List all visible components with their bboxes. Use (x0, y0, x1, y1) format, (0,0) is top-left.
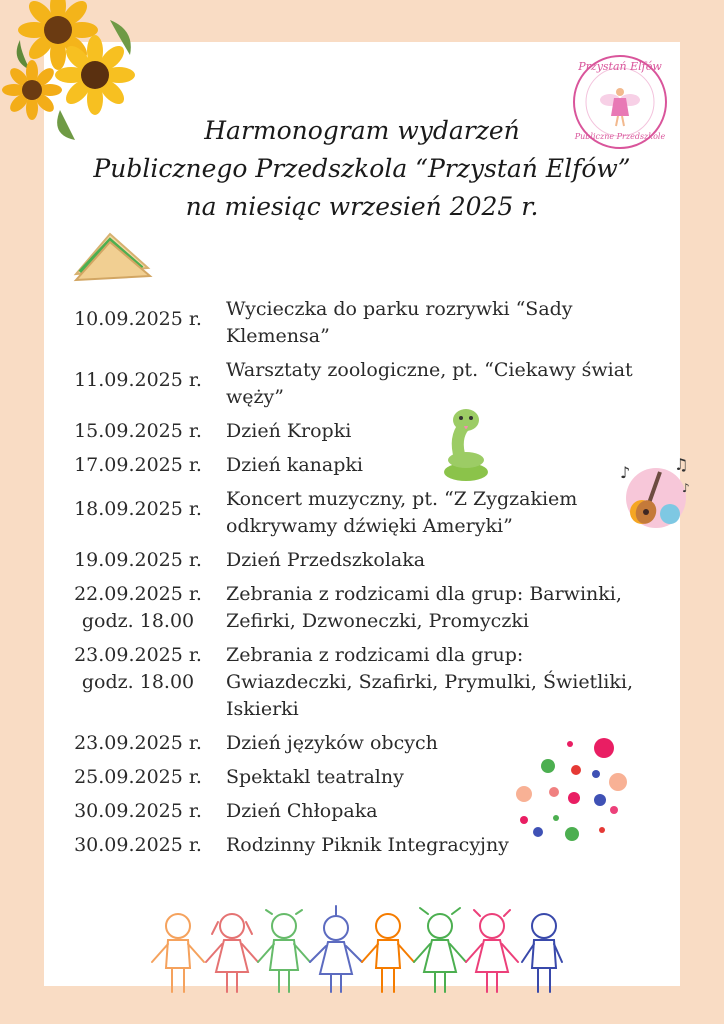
event-row (62, 832, 652, 859)
event-time-text: godz. 18.00 (81, 610, 195, 632)
event-row (62, 418, 652, 445)
event-row (62, 547, 652, 574)
event-row (62, 764, 652, 791)
event-description: Dzień Przedszkolaka (226, 549, 426, 571)
children-holding-hands-icon (150, 904, 580, 1000)
event-date (62, 581, 214, 635)
sandwich-icon (70, 228, 154, 288)
event-time-text: godz. 18.00 (81, 671, 195, 693)
logo-subtitle: Publiczne Przedszkole (574, 132, 666, 141)
event-date-text: 30.09.2025 r. (74, 834, 202, 856)
event-date (62, 418, 214, 445)
event-date (62, 798, 214, 825)
page-title (44, 112, 680, 226)
event-date-text: 18.09.2025 r. (74, 498, 202, 520)
event-description: Dzień kanapki (226, 454, 363, 476)
title-line-1: Harmonogram wydarzeń (204, 116, 520, 145)
logo-name: Przystań Elfów (578, 60, 662, 73)
event-description: Wycieczka do parku rozrywki “Sady Klemensa” (226, 298, 573, 347)
event-date-text: 22.09.2025 r. (74, 583, 202, 605)
event-row (62, 357, 652, 411)
svg-text:♪: ♪ (682, 481, 690, 495)
event-description: Warsztaty zoologiczne, pt. “Ciekawy świat węży” (226, 359, 633, 408)
event-date-text: 25.09.2025 r. (74, 766, 202, 788)
event-date (62, 832, 214, 859)
title-line-2: Publicznego Przedszkola “Przystań Elfów” (93, 154, 631, 183)
event-date (62, 296, 214, 350)
event-date-text: 17.09.2025 r. (74, 454, 202, 476)
svg-text:♫: ♫ (674, 455, 689, 474)
event-date (62, 642, 214, 723)
event-description: Dzień języków obcych (226, 732, 438, 754)
event-date-text: 15.09.2025 r. (74, 420, 202, 442)
event-row (62, 296, 652, 350)
event-date (62, 452, 214, 479)
event-date (62, 764, 214, 791)
event-date-text: 19.09.2025 r. (74, 549, 202, 571)
event-row (62, 798, 652, 825)
event-date-text: 30.09.2025 r. (74, 800, 202, 822)
event-description: Zebrania z rodzicami dla grup: Barwinki, Zefirki, Dzwoneczki, Promyczki (226, 583, 622, 632)
event-row (62, 730, 652, 757)
event-date-text: 23.09.2025 r. (74, 732, 202, 754)
event-row (62, 486, 652, 540)
event-date (62, 486, 214, 540)
event-description: Koncert muzyczny, pt. “Z Zygzakiem odkrywamy dźwięki Ameryki” (226, 488, 578, 537)
event-row (62, 642, 652, 723)
event-date (62, 357, 214, 411)
title-line-3: na miesiąc wrzesień 2025 r. (185, 192, 539, 221)
event-row (62, 452, 652, 479)
event-description: Rodzinny Piknik Integracyjny (226, 834, 509, 856)
event-row (62, 581, 652, 635)
event-date-text: 11.09.2025 r. (74, 369, 202, 391)
event-date (62, 547, 214, 574)
event-description: Dzień Kropki (226, 420, 352, 442)
event-description: Zebrania z rodzicami dla grup: Gwiazdeczki, Szafirki, Prymulki, Świetliki, Iskierki (226, 644, 633, 720)
event-description: Spektakl teatralny (226, 766, 404, 788)
event-date-text: 10.09.2025 r. (74, 308, 202, 330)
event-date (62, 730, 214, 757)
svg-text:♪: ♪ (620, 463, 631, 482)
event-date-text: 23.09.2025 r. (74, 644, 202, 666)
event-description: Dzień Chłopaka (226, 800, 378, 822)
events-list (62, 296, 652, 866)
